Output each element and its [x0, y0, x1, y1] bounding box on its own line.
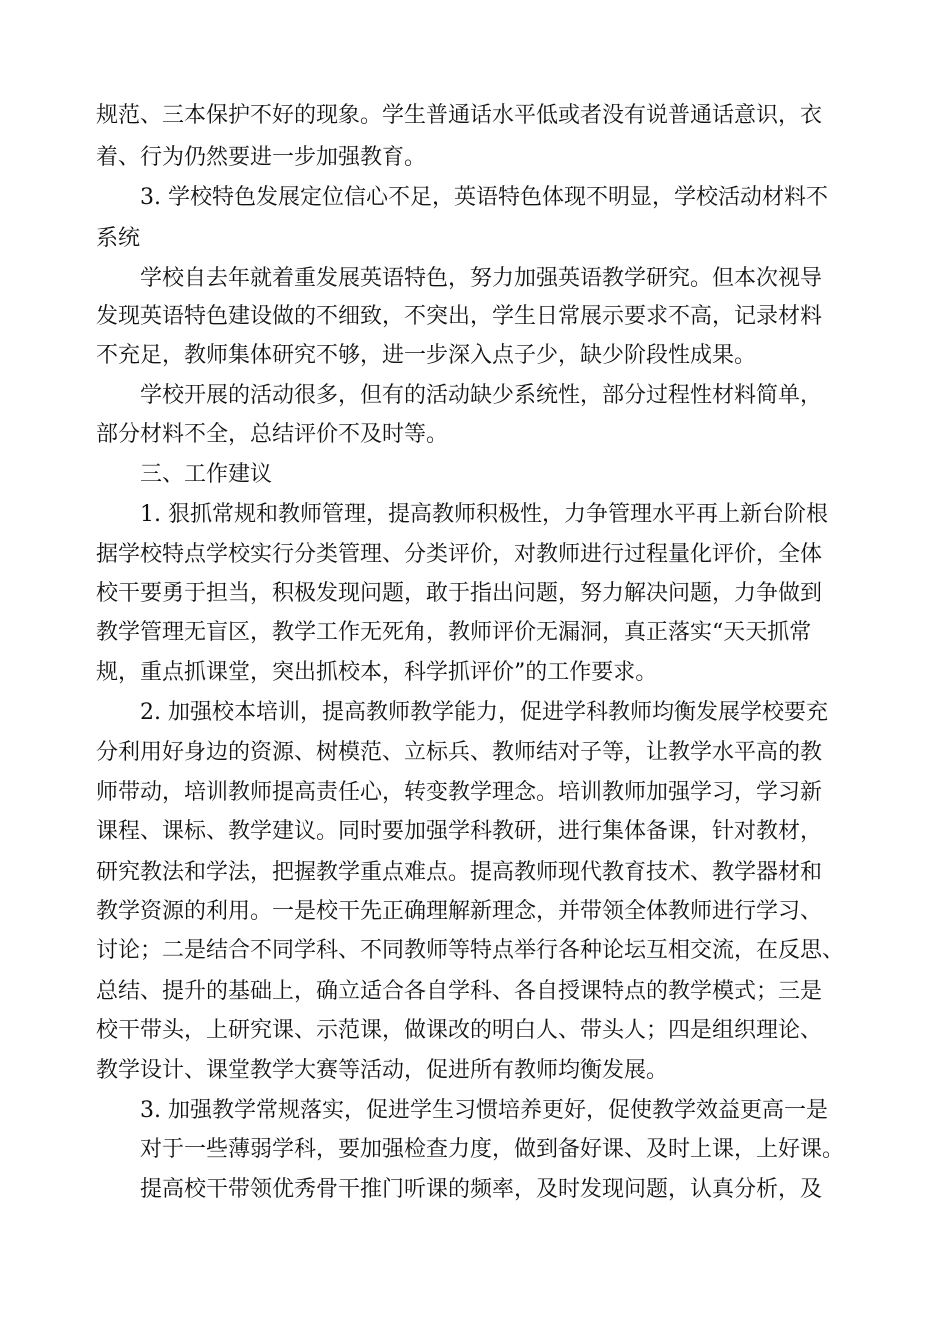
text-line: 1. 狠抓常规和教师管理，提高教师积极性，力争管理水平再上新台阶根 [140, 502, 828, 527]
text-line: 着、行为仍然要进一步加强教育。 [96, 145, 427, 170]
text-line: 3. 加强教学常规落实，促进学生习惯培养更好，促使教学效益更高一是 [140, 1098, 828, 1123]
text-line: 对于一些薄弱学科，要加强检查力度，做到备好课、及时上课，上好课。 [140, 1137, 845, 1162]
text-line: 学校开展的活动很多，但有的活动缺少系统性，部分过程性材料简单， [140, 383, 823, 408]
text-line: 3. 学校特色发展定位信心不足，英语特色体现不明显，学校活动材料不 [140, 185, 828, 210]
text-line: 课程、课标、教学建议。同时要加强学科教研，进行集体备课，针对教材， [96, 819, 823, 844]
text-line: 讨论；二是结合不同学科、不同教师等特点举行各种论坛互相交流，在反思、 [96, 938, 845, 963]
text-line: 规范、三本保护不好的现象。学生普通话水平低或者没有说普通话意识，衣 [96, 103, 823, 128]
text-line: 分利用好身边的资源、树模范、立标兵、教师结对子等，让教学水平高的教 [96, 740, 823, 765]
text-line: 部分材料不全，总结评价不及时等。 [96, 422, 449, 447]
text-line: 系统 [96, 226, 141, 251]
text-line: 教学管理无盲区，教学工作无死角，教师评价无漏洞，真正落实“天天抓常 [96, 620, 812, 645]
text-line: 教学资源的利用。一是校干先正确理解新理念，并带领全体教师进行学习、 [96, 899, 823, 924]
text-line: 规，重点抓课堂，突出抓校本，科学抓评价”的工作要求。 [96, 660, 658, 685]
text-line: 不充足，教师集体研究不够，进一步深入点子少，缺少阶段性成果。 [96, 343, 757, 368]
text-line: 学校自去年就着重发展英语特色，努力加强英语教学研究。但本次视导 [140, 266, 823, 291]
text-line: 总结、提升的基础上，确立适合各自学科、各自授课特点的教学模式；三是 [96, 979, 823, 1004]
text-line: 据学校特点学校实行分类管理、分类评价，对教师进行过程量化评价，全体 [96, 542, 823, 567]
text-line: 校干要勇于担当，积极发现问题，敢于指出问题，努力解决问题，力争做到 [96, 581, 823, 606]
text-line: 研究教法和学法，把握教学重点难点。提高教师现代教育技术、教学器材和 [96, 860, 823, 885]
text-line: 发现英语特色建设做的不细致，不突出，学生日常展示要求不高，记录材料 [96, 304, 823, 329]
section-heading: 三、工作建议 [140, 462, 273, 487]
text-line: 2. 加强校本培训，提高教师教学能力，促进学科教师均衡发展学校要充 [140, 700, 828, 725]
text-line: 校干带头，上研究课、示范课，做课改的明白人、带头人；四是组织理论、 [96, 1018, 823, 1043]
text-line: 师带动，培训教师提高责任心，转变教学理念。培训教师加强学习，学习新 [96, 780, 823, 805]
text-line: 提高校干带领优秀骨干推门听课的频率，及时发现问题，认真分析，及 [140, 1177, 823, 1202]
text-line: 教学设计、课堂教学大赛等活动，促进所有教师均衡发展。 [96, 1058, 669, 1083]
